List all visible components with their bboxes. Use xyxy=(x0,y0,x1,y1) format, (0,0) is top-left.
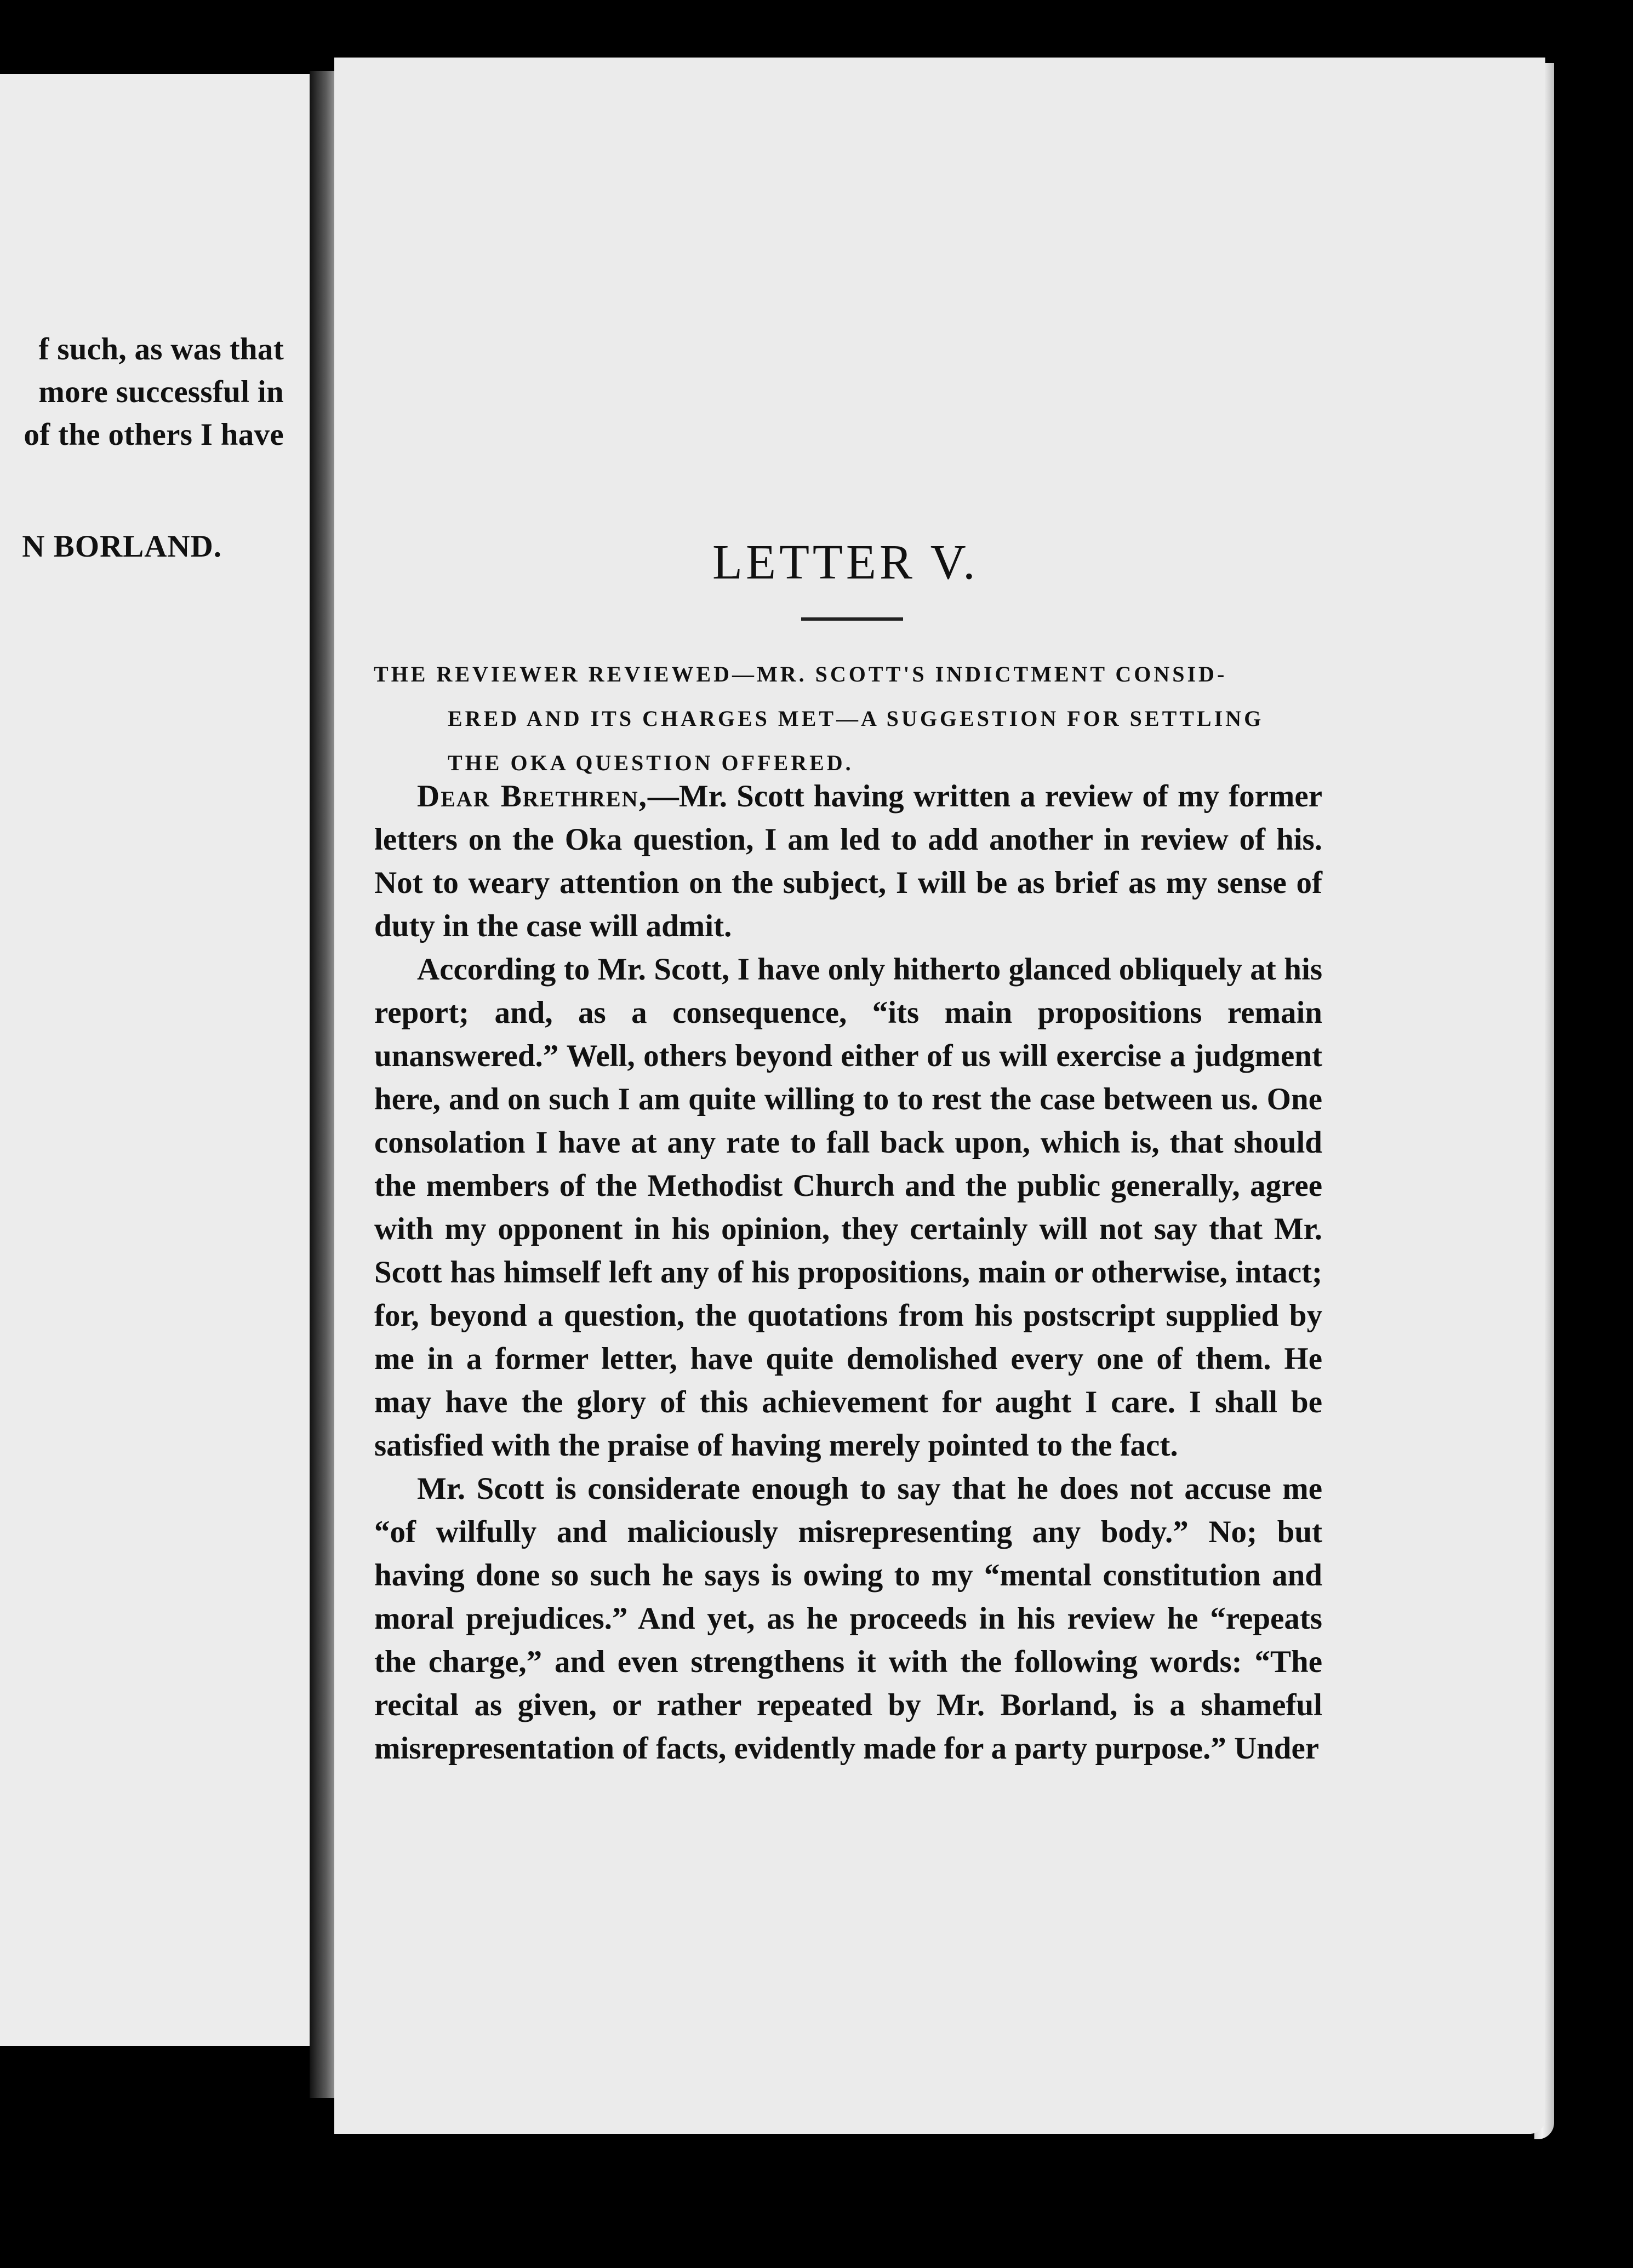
synopsis-line: THE REVIEWER REVIEWED—MR. SCOTT'S INDICTMENT CONSID- xyxy=(374,662,1227,686)
synopsis-line: THE OKA QUESTION OFFERED. xyxy=(448,751,854,775)
chapter-synopsis xyxy=(374,652,1321,785)
left-page xyxy=(0,74,310,2046)
salutation: Dear Brethren, xyxy=(417,779,648,814)
left-page-signature: N BORLAND. xyxy=(22,529,222,564)
left-page-line: of the others I have xyxy=(24,417,284,452)
paragraph: According to Mr. Scott, I have only hitherto glanced obliquely at his report; and, as a consequence, “its main propositions remain unanswered.” Well, others beyond either of us will exercise a judgment here, and on such I am quite willing to to rest the case between us. One consolation I have at any rate to fall back upon, which is, that should the members of the Methodist Church and the public generally, agree with my opponent in his opinion, they certainly will not say that Mr. Scott has himself left any of his propositions, main or otherwise, intact; for, beyond a question, the quotations from his postscript supplied by me in a former letter, have quite demolished every one of them. He may have the glory of this achievement for aught I care. I shall be satisfied with the praise of having merely pointed to the fact. xyxy=(374,952,1322,1463)
letter-heading: LETTER V. xyxy=(712,535,979,589)
letter-body xyxy=(374,775,1322,1770)
synopsis-line: ERED AND ITS CHARGES MET—A SUGGESTION FOR SETTLING xyxy=(448,706,1264,731)
paragraph: Mr. Scott is considerate enough to say that he does not accuse me “of wilfully and maliciously misrepresenting any body.” No; but having done so such he says is owing to my “mental constitution and moral prejudices.” And yet, as he proceeds in his review he “repeats the charge,” and even strengthens it with the following words: “The recital as given, or rather repeated by Mr. Borland, is a shameful misrepresentation of facts, evidently made for a party purpose.” Under xyxy=(374,1471,1322,1766)
paragraph xyxy=(374,775,1322,948)
heading-rule xyxy=(801,617,903,621)
left-page-line: more successful in xyxy=(38,375,284,409)
left-page-line: f such, as was that xyxy=(38,332,284,366)
paragraph-text: —Mr. Scott having written a review of my former letters on the Oka question, I am led to add another in review of his. Not to weary attention on the subject, I will be as brief as my sense of duty in the case will admit. xyxy=(374,779,1322,943)
